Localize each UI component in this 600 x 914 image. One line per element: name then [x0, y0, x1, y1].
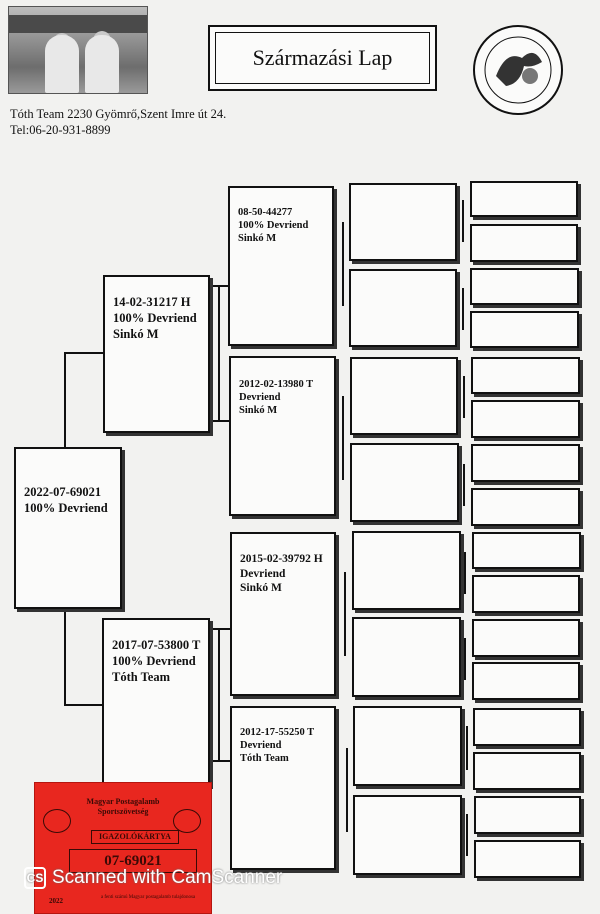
- sire-box: [103, 275, 210, 433]
- gg-grandparent-box: [471, 357, 580, 394]
- subject-info: 100% Devriend: [24, 501, 108, 515]
- gg-grandparent-box: [471, 400, 580, 438]
- connector-line: [346, 748, 348, 832]
- id-card-org: Magyar Postagalamb Sportszövetség: [86, 797, 160, 817]
- id-card-label: IGAZOLÓKÁRTYA: [91, 830, 179, 844]
- connector-line: [64, 352, 104, 354]
- dam-ring: 2017-07-53800 T: [112, 638, 201, 652]
- sire-dam-ring: 2012-02-13980 T: [239, 379, 314, 390]
- federation-seal-icon: [472, 24, 564, 116]
- connector-line: [462, 288, 464, 330]
- connector-line: [210, 420, 230, 422]
- gg-grandparent-box: [472, 532, 581, 569]
- connector-line: [463, 376, 465, 418]
- id-card-fine-print: a fenti számú Magyar postagalamb tulajdonosa: [100, 895, 196, 900]
- gg-grandparent-box: [472, 575, 580, 613]
- dam-sire-info: Devriend Sinkó M: [240, 568, 286, 595]
- id-card-number: 07-69021: [69, 849, 197, 873]
- address-line: Tóth Team 2230 Gyömrő,Szent Imre út 24.: [10, 107, 227, 121]
- dam-info: 100% Devriend Tóth Team: [112, 654, 196, 684]
- connector-line: [210, 760, 230, 762]
- phone-line: Tel:06-20-931-8899: [10, 123, 111, 137]
- great-grandparent-box: [350, 443, 459, 522]
- connector-line: [342, 222, 344, 306]
- connector-line: [342, 396, 344, 480]
- connector-line: [466, 814, 468, 856]
- connector-line: [464, 552, 466, 594]
- sire-ring: 14-02-31217 H: [113, 295, 191, 309]
- connector-line: [344, 572, 346, 656]
- connector-line: [210, 628, 230, 630]
- dam-box: [102, 618, 210, 786]
- gg-grandparent-box: [472, 619, 580, 657]
- sire-dam-info: Devriend Sinkó M: [239, 392, 281, 417]
- great-grandparent-box: [352, 617, 461, 697]
- dam-sire-box: [230, 532, 336, 696]
- sire-sire-ring: 08-50-44277: [238, 207, 293, 218]
- camscanner-logo-icon: CS: [24, 867, 46, 889]
- gg-grandparent-box: [471, 488, 580, 526]
- sire-dam-box: [229, 356, 336, 516]
- gg-grandparent-box: [470, 181, 578, 217]
- great-grandparent-box: [350, 357, 458, 435]
- connector-line: [64, 704, 104, 706]
- id-card-year: 2022: [49, 897, 63, 905]
- connector-line: [64, 610, 66, 706]
- gg-grandparent-box: [470, 268, 579, 305]
- gg-grandparent-box: [473, 752, 581, 790]
- gg-grandparent-box: [470, 224, 578, 262]
- watermark-text: Scanned with CamScanner: [52, 867, 283, 888]
- gg-grandparent-box: [471, 444, 580, 482]
- great-grandparent-box: [353, 795, 462, 875]
- dam-dam-box: [230, 706, 336, 870]
- title-box: [208, 25, 437, 91]
- sire-sire-box: [228, 186, 334, 346]
- sire-info: 100% Devriend Sinkó M: [113, 311, 197, 341]
- connector-line: [64, 352, 66, 448]
- dam-sire-ring: 2015-02-39792 H: [240, 553, 323, 565]
- sire-sire-info: 100% Devriend Sinkó M: [238, 220, 309, 245]
- id-card: [34, 782, 212, 914]
- subject-box: [14, 447, 122, 609]
- connector-line: [462, 200, 464, 242]
- gg-grandparent-box: [474, 796, 581, 834]
- connector-line: [218, 285, 220, 422]
- connector-line: [464, 638, 466, 680]
- gg-grandparent-box: [473, 708, 581, 746]
- team-photo: [8, 6, 148, 94]
- subject-ring: 2022-07-69021: [24, 485, 102, 499]
- gg-grandparent-box: [472, 662, 580, 700]
- dam-dam-ring: 2012-17-55250 T: [240, 727, 315, 738]
- page-title: Származási Lap: [215, 32, 430, 84]
- dam-dam-info: Devriend Tóth Team: [240, 740, 289, 765]
- connector-line: [463, 464, 465, 506]
- camscanner-watermark: [24, 866, 282, 890]
- great-grandparent-box: [353, 706, 462, 786]
- connector-line: [210, 285, 230, 287]
- gg-grandparent-box: [470, 311, 579, 348]
- connector-line: [218, 628, 220, 762]
- connector-line: [466, 726, 468, 770]
- great-grandparent-box: [352, 531, 461, 610]
- gg-grandparent-box: [474, 840, 581, 878]
- great-grandparent-box: [349, 183, 457, 261]
- great-grandparent-box: [349, 269, 457, 347]
